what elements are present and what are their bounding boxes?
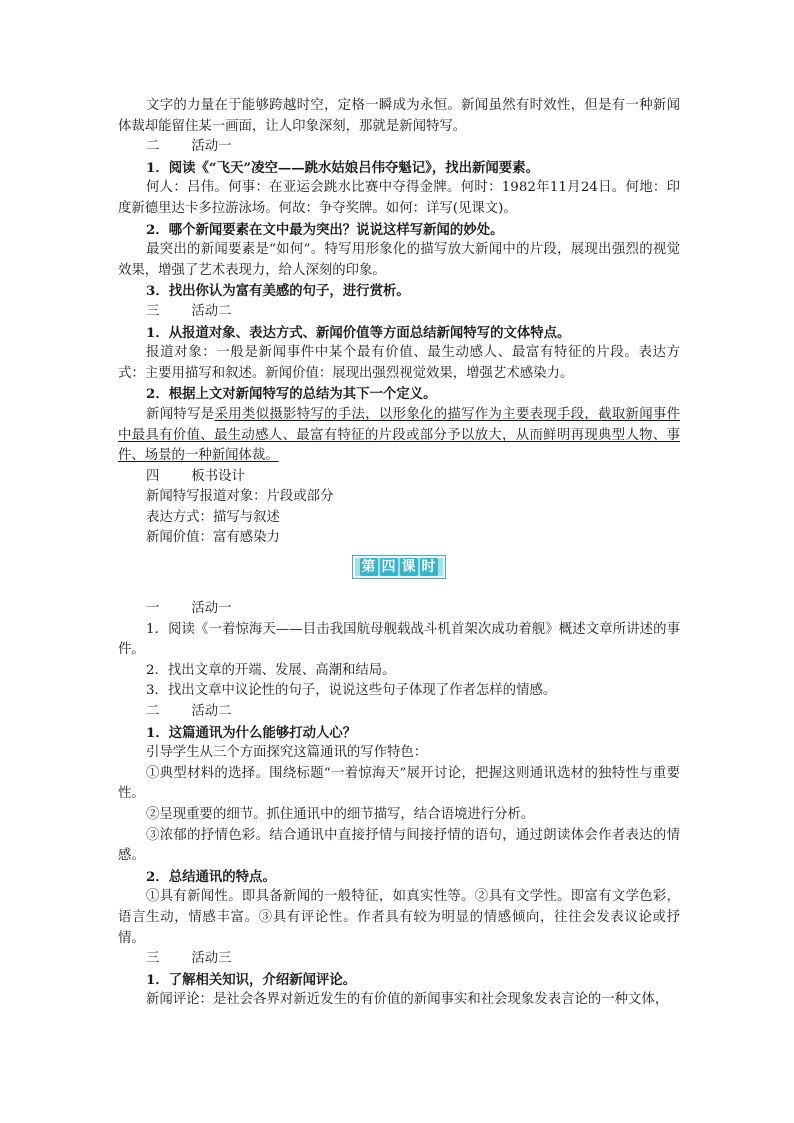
question: 1．阅读《一着惊海天——目击我国航母舰载战斗机首架次成功着舰》概述文章所讲述的事件。 <box>118 621 680 658</box>
section-title: 活动二 <box>191 303 232 319</box>
definition-lead: 新闻特写是 <box>146 406 215 422</box>
section-heading <box>118 949 680 970</box>
section-heading <box>118 302 680 323</box>
answer: ①典型材料的选择。围绕标题“一着惊海天”展开讨论，把握这则通讯选材的独特性与重要性。 <box>118 765 680 802</box>
question: 1．阅读《“飞天”凌空——跳水姑娘吕伟夺魁记》，找出新闻要素。 <box>146 159 539 176</box>
section-number: 二 <box>146 139 160 155</box>
lesson-banner-wrap <box>118 555 680 585</box>
question: 2．哪个新闻要素在文中最为突出？说说这样写新闻的妙处。 <box>146 221 504 238</box>
section-heading <box>118 702 680 723</box>
section-title: 活动三 <box>191 951 232 967</box>
question: 1．了解相关知识，介绍新闻评论。 <box>146 971 357 988</box>
section-heading <box>118 137 680 158</box>
section-title: 板书设计 <box>191 468 245 484</box>
section-number: 一 <box>146 601 160 617</box>
definition-answer <box>118 405 680 467</box>
answer: 新闻评论：是社会各界对新近发生的有价值的新闻事实和社会现象发表言论的一种文体， <box>146 992 669 1008</box>
section-number: 四 <box>146 468 160 484</box>
answer: ②呈现重要的细节。抓住通讯中的细节描写，结合语境进行分析。 <box>146 807 535 822</box>
section-title: 活动一 <box>191 601 232 617</box>
question: 2．找出文章的开端、发展、高潮和结局。 <box>146 662 396 678</box>
banner-char: 课 <box>401 559 417 576</box>
question: 3．找出文章中议论性的句子，说说这些句子体现了作者怎样的情感。 <box>146 683 557 699</box>
answer: 最突出的新闻要素是“如何”。特写用形象化的描写放大新闻中的片段，展现出强烈的视觉效果，增强了艺术表现力，给人深刻的印象。 <box>118 242 680 278</box>
section-number: 二 <box>146 704 160 720</box>
answer: 报道对象：一般是新闻事件中某个最有价值、最生动感人、最富有特征的片段。表达方式：主要用描写和叙述。新闻价值：展现出强烈视觉效果，增强艺术感染力。 <box>118 345 680 381</box>
section-number: 三 <box>146 303 160 319</box>
section-number: 三 <box>146 951 160 967</box>
question: 3．找出你认为富有美感的句子，进行赏析。 <box>146 283 410 300</box>
question: 1．从报道对象、表达方式、新闻价值等方面总结新闻特写的文体特点。 <box>146 324 571 341</box>
section-heading <box>118 467 680 488</box>
banner-char: 时 <box>421 559 437 576</box>
document-content <box>118 96 680 1011</box>
section-title: 活动一 <box>191 139 232 155</box>
section-title: 活动二 <box>191 704 232 720</box>
banner-char: 第 <box>361 559 377 576</box>
intro-paragraph: 文字的力量在于能够跨越时空，定格一瞬成为永恒。新闻虽然有时效性，但是有一种新闻体裁却能留住某一画面，让人印象深刻，那就是新闻特写。 <box>118 98 680 134</box>
board-line: 表达方式：描写与叙述 <box>146 509 280 525</box>
answer: 何人：吕伟。何事：在亚运会跳水比赛中夺得金牌。何时：1982年11月24日。何地：印度新德里达卡多拉游泳场。何故：争夺奖牌。如何：详写(见课文)。 <box>118 180 680 216</box>
answer: 引导学生从三个方面探究这篇通讯的写作特色： <box>146 745 428 761</box>
banner-char: 四 <box>381 559 397 576</box>
answer: ①具有新闻性。即具备新闻的一般特征，如真实性等。②具有文学性。即富有文学色彩，语言生动，情感丰富。③具有评论性。作者具有较为明显的情感倾向，往往会发表议论或抒情。 <box>118 889 680 946</box>
board-line: 新闻价值：富有感染力 <box>146 530 280 546</box>
section-heading <box>118 599 680 620</box>
answer: ③浓郁的抒情色彩。结合通讯中直接抒情与间接抒情的语句，通过朗读体会作者表达的情感。 <box>118 827 680 864</box>
board-line: 新闻特写报道对象：片段或部分 <box>146 489 334 505</box>
question: 1．这篇通讯为什么能够打动人心？ <box>146 724 357 741</box>
definition-underlined: 采用类似摄影特写的手法，以形象化的描写作为主要表现手段，截取新闻事件中最具有价值、最生动感人、最富有特征的片段或部分予以放大，从而鲜明再现典型人物、事件、场景的一种新闻体裁。 <box>118 406 681 464</box>
lesson-banner <box>352 555 446 579</box>
question: 2．根据上文对新闻特写的总结为其下一个定义。 <box>146 386 437 403</box>
question: 2．总结通讯的特点。 <box>146 868 276 885</box>
